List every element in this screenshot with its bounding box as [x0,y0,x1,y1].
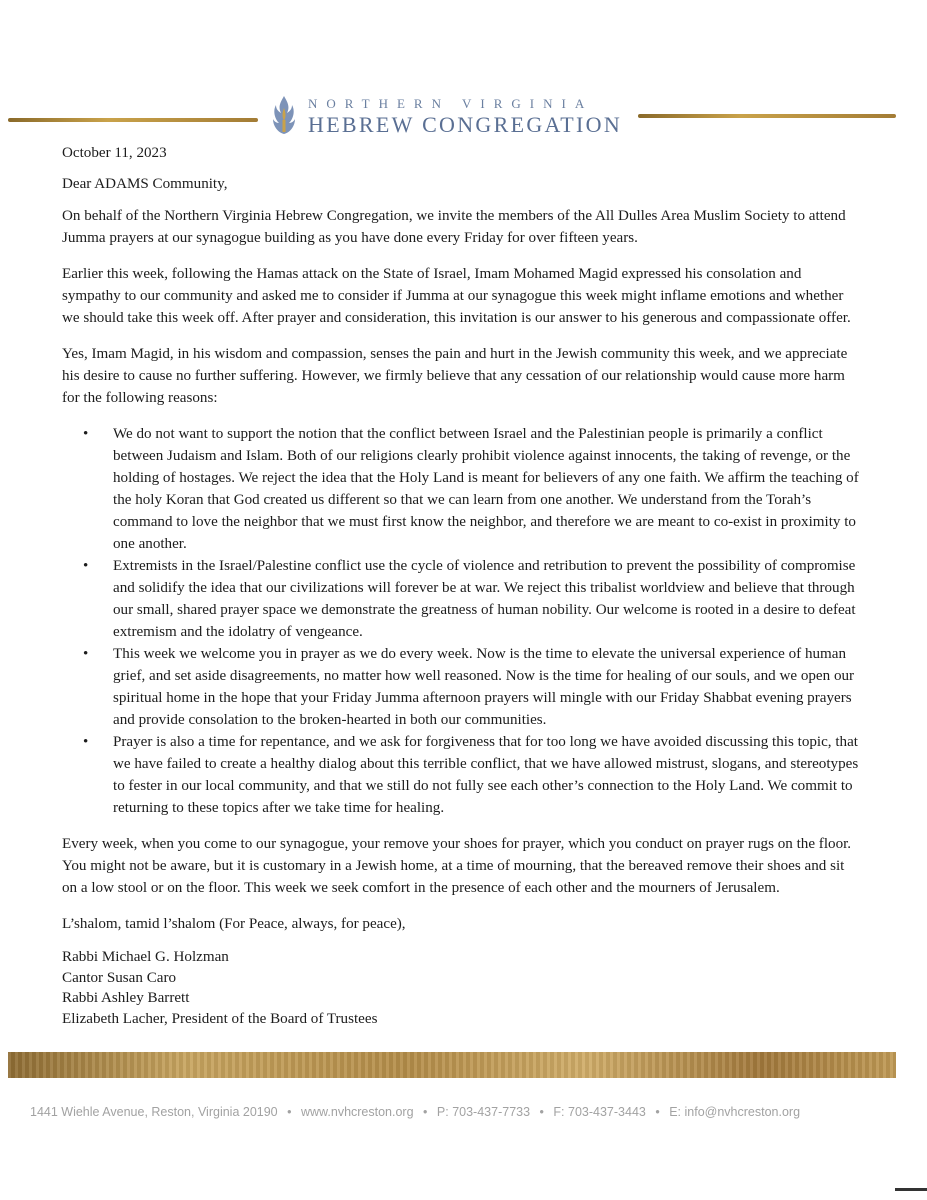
footer-decorative-band [8,1052,896,1078]
flame-logo-icon [270,94,298,136]
footer-separator: • [423,1105,428,1119]
signature-block [62,947,862,1029]
paragraph-reasons-intro: Yes, Imam Magid, in his wisdom and compassion, senses the pain and hurt in the Jewish community this week, and we appreciate his desire to cause no further suffering. However, we firmly believe that any cessation of our relationship would cause more harm for the following reasons: [62,346,848,406]
paragraph-background: Earlier this week, following the Hamas attack on the State of Israel, Imam Mohamed Magid expressed his consolation and sympathy to our community and asked me to consider if Jumma at our synagogue this week might inflame emotions and whether we should take this week off. After prayer and consideration, this invitation is our answer to his generous and compassionate offer. [62,266,851,326]
signer-name: Rabbi Ashley Barrett [62,990,190,1006]
letterhead-rule-left [8,118,258,122]
footer-contact-line [30,1105,890,1119]
letter-body [62,142,862,1029]
list-item: • This week we welcome you in prayer as we do every week. Now is the time to elevate the universal experience of human grief, and set aside disagreements, no matter how well reasoned. Now is the time for healing of our souls, and we open our spiritual home in the hope that your Friday Jumma afternoon prayers will mingle with our Friday Shabbat evening prayers and provide consolation to the broken-hearted in both our communities. [62,643,862,731]
footer-email: E: info@nvhcreston.org [669,1105,801,1119]
footer-website: www.nvhcreston.org [301,1105,414,1119]
footer-separator: • [539,1105,544,1119]
reasons-list [62,423,862,819]
footer-separator: • [655,1105,660,1119]
signer-name: Cantor Susan Caro [62,969,177,986]
paragraph-invitation: On behalf of the Northern Virginia Hebrew Congregation, we invite the members of the All Dulles Area Muslim Society to attend Jumma prayers at our synagogue building as you have done every Friday for over fifteen years. [62,208,846,246]
letterhead-org-line2: HEBREW CONGREGATION [308,112,623,137]
letter-salutation: Dear ADAMS Community, [62,176,228,192]
paragraph-mourning: Every week, when you come to our synagogue, your remove your shoes for prayer, which you conduct on prayer rugs on the floor. You might not be aware, but it is customary in a Jewish home, at a time of mourning, that the bereaved remove their shoes and sit on a low stool or on the floor. This week we seek comfort in the presence of each other and the mourners of Jerusalem. [62,836,852,896]
letterhead-org-line1: NORTHERN VIRGINIA [308,96,594,111]
footer-address: 1441 Wiehle Avenue, Reston, Virginia 20190 [30,1105,278,1119]
footer-fax: F: 703-437-3443 [553,1105,646,1119]
list-item: • Extremists in the Israel/Palestine conflict use the cycle of violence and retribution to prevent the possibility of compromise and solidify the idea that our civilizations will forever be at war. We reject this tribalist worldview and believe that through our small, shared prayer space we demonstrate the greatness of human nobility. Our welcome is rooted in a desire to defeat extremism and the idolatry of vengeance. [62,555,862,643]
list-item: • We do not want to support the notion that the conflict between Israel and the Palestinian people is primarily a conflict between Judaism and Islam. Both of our religions clearly prohibit violence against innocents, the taking of revenge, or the holding of hostages. We reject the idea that the Holy Land is meant for believers of any one faith. We affirm the teaching of the holy Koran that God created us different so that we can learn from one another. We understand from the Torah’s command to love the neighbor that we must first know the neighbor, and therefore we are meant to co-exist in proximity to one another. [62,423,862,555]
footer-separator: • [287,1105,292,1119]
footer-phone: P: 703-437-7733 [436,1105,531,1119]
letterhead-rule-right [638,114,896,118]
signer-name: Rabbi Michael G. Holzman [62,949,229,965]
signer-name: Elizabeth Lacher, President of the Board of Trustees [62,1010,378,1027]
list-item: • Prayer is also a time for repentance, and we ask for forgiveness that for too long we have avoided discussing this topic, that we have failed to create a healthy dialog about this terrible conflict, that we have allowed mistrust, slogans, and stereotypes to fester in our local community, and that we still do not fully see each other’s connection to the Holy Land. We commit to returning to these topics after we take time for healing. [62,731,862,819]
scan-edge-mark [895,1188,927,1191]
letterhead [0,88,927,138]
letter-closing: L’shalom, tamid l’shalom (For Peace, always, for peace), [62,916,406,932]
letter-date: October 11, 2023 [62,145,167,161]
